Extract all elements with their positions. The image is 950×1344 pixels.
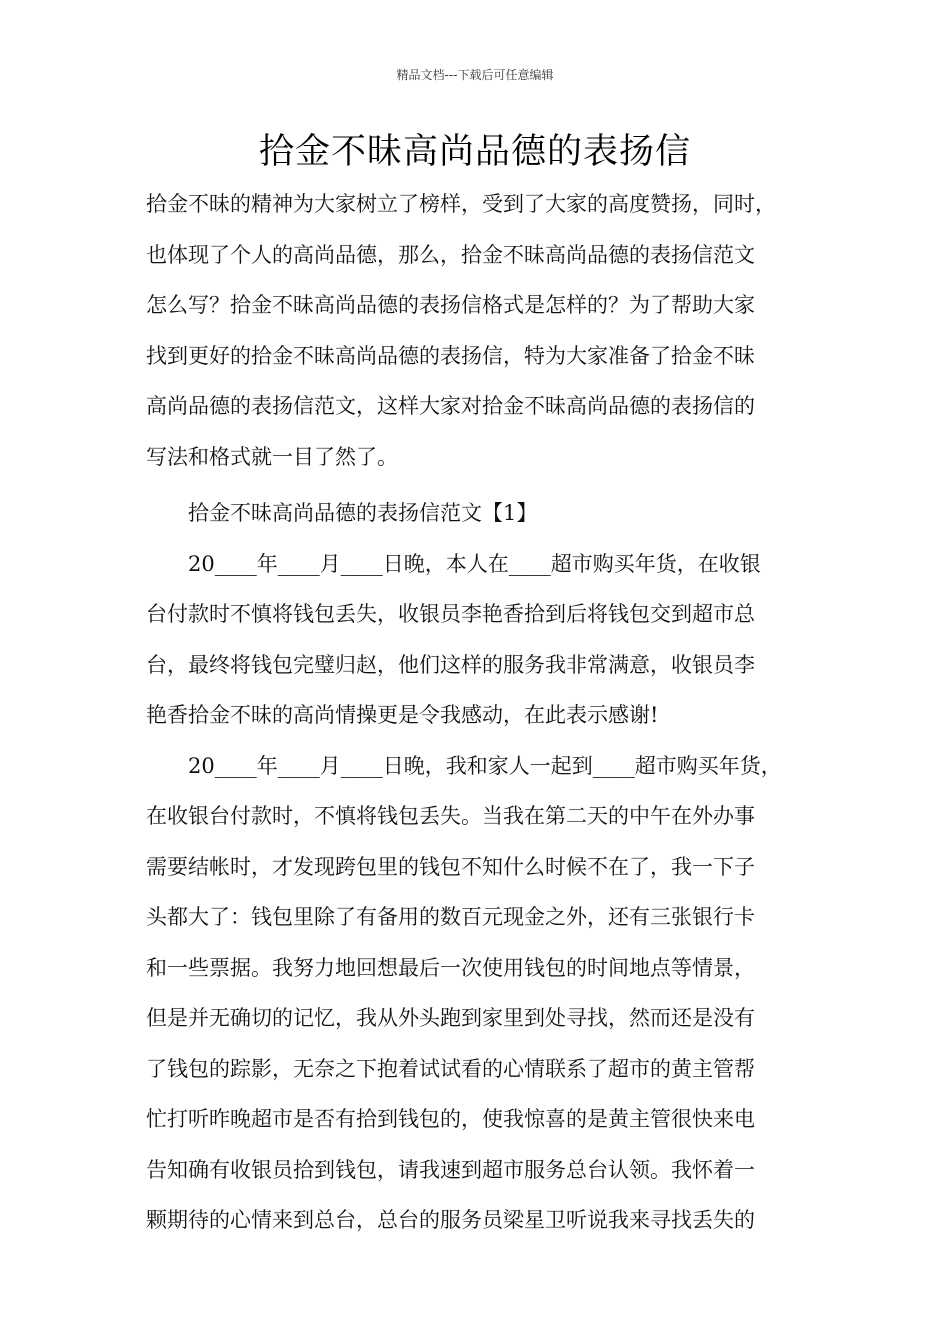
section-heading: 拾金不昧高尚品德的表扬信范文【1】 <box>188 501 538 525</box>
body-line: 也体现了个人的高尚品德，那么，拾金不昧高尚品德的表扬信范文 <box>146 242 755 267</box>
body-line: 怎么写？拾金不昧高尚品德的表扬信格式是怎样的？为了帮助大家 <box>146 293 755 317</box>
body-line: 高尚品德的表扬信范文，这样大家对拾金不昧高尚品德的表扬信的 <box>146 394 755 418</box>
body-line: 拾金不昧的精神为大家树立了榜样，受到了大家的高度赞扬，同时， <box>146 192 776 216</box>
body-line: 需要结帐时，才发现跨包里的钱包不知什么时候不在了，我一下子 <box>146 854 755 879</box>
body-line: 忙打听昨晚超市是否有拾到钱包的，使我惊喜的是黄主管很快来电 <box>146 1107 755 1131</box>
body-line: 台，最终将钱包完璧归赵，他们这样的服务我非常满意，收银员李 <box>146 652 755 677</box>
body-line: 艳香拾金不昧的高尚情操更是令我感动，在此表示感谢! <box>146 703 659 727</box>
body-line: 20____年____月____日晚，我和家人一起到____超市购买年货， <box>188 753 782 778</box>
body-line: 和一些票据。我努力地回想最后一次使用钱包的时间地点等情景， <box>146 955 755 980</box>
document-title: 拾金不昧高尚品德的表扬信 <box>258 132 691 172</box>
body-line: 告知确有收银员拾到钱包，请我速到超市服务总台认领。我怀着一 <box>146 1157 755 1182</box>
body-line: 台付款时不慎将钱包丢失，收银员李艳香拾到后将钱包交到超市总 <box>146 602 755 626</box>
document-body <box>146 179 826 1246</box>
header-note: 精品文档---下载后可任意编辑 <box>396 68 554 82</box>
body-line: 了钱包的踪影，无奈之下抱着试试看的心情联系了超市的黄主管帮 <box>146 1056 755 1081</box>
body-line: 20____年____月____日晚，本人在____超市购买年货，在收银 <box>188 551 761 576</box>
body-line: 但是并无确切的记忆，我从外头跑到家里到处寻找，然而还是没有 <box>146 1006 755 1030</box>
body-line: 在收银台付款时，不慎将钱包丢失。当我在第二天的中午在外办事 <box>146 804 755 828</box>
body-line: 写法和格式就一目了然了。 <box>146 444 398 469</box>
body-line: 找到更好的拾金不昧高尚品德的表扬信，特为大家准备了拾金不昧 <box>146 343 755 368</box>
body-line: 头都大了：钱包里除了有备用的数百元现金之外，还有三张银行卡 <box>146 905 755 929</box>
body-line: 颗期待的心情来到总台，总台的服务员梁星卫听说我来寻找丢失的 <box>146 1208 755 1232</box>
